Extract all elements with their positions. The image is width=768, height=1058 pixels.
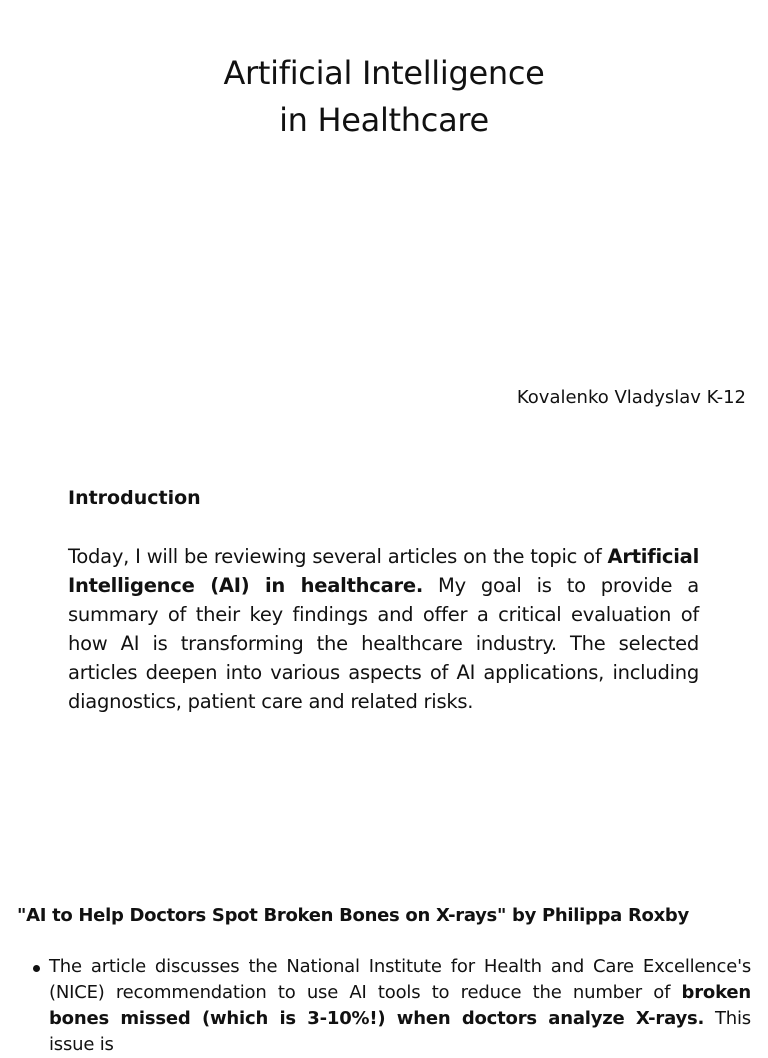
bullet-text-bold: broken bones missed (which is 3-10%!) when doctors analyze X-rays. [49, 982, 751, 1029]
document-title [0, 50, 768, 144]
article-section [17, 902, 751, 1058]
bullet-text-part2: This issue is [49, 1008, 751, 1055]
introduction-section [68, 484, 699, 716]
article-title: "AI to Help Doctors Spot Broken Bones on X-rays" by Philippa Roxby [17, 905, 689, 926]
author-name: Kovalenko Vladyslav K-12 [516, 387, 746, 408]
bullet-icon [33, 965, 40, 972]
intro-text-part1: Today, I will be reviewing several articles on the topic of [68, 545, 608, 568]
intro-text-part2: My goal is to provide a summary of their key findings and offer a critical evaluation of how AI is transforming the healthcare industry. The selected articles deepen into various aspects of AI applications, including diagnostics, patient care and related risks. [68, 574, 699, 713]
intro-text-bold: Artificial Intelligence (AI) in healthcare. [68, 545, 699, 597]
title-line-1: Artificial Intelligence [223, 54, 545, 92]
title-line-2: in Healthcare [279, 101, 489, 139]
introduction-paragraph [68, 542, 699, 716]
introduction-heading: Introduction [68, 487, 201, 509]
list-item [17, 954, 751, 1058]
article-bullet-list [17, 954, 751, 1058]
bullet-text-part1: The article discusses the National Institute for Health and Care Excellence's (NICE) recommendation to use AI tools to reduce the number of [49, 956, 751, 1003]
